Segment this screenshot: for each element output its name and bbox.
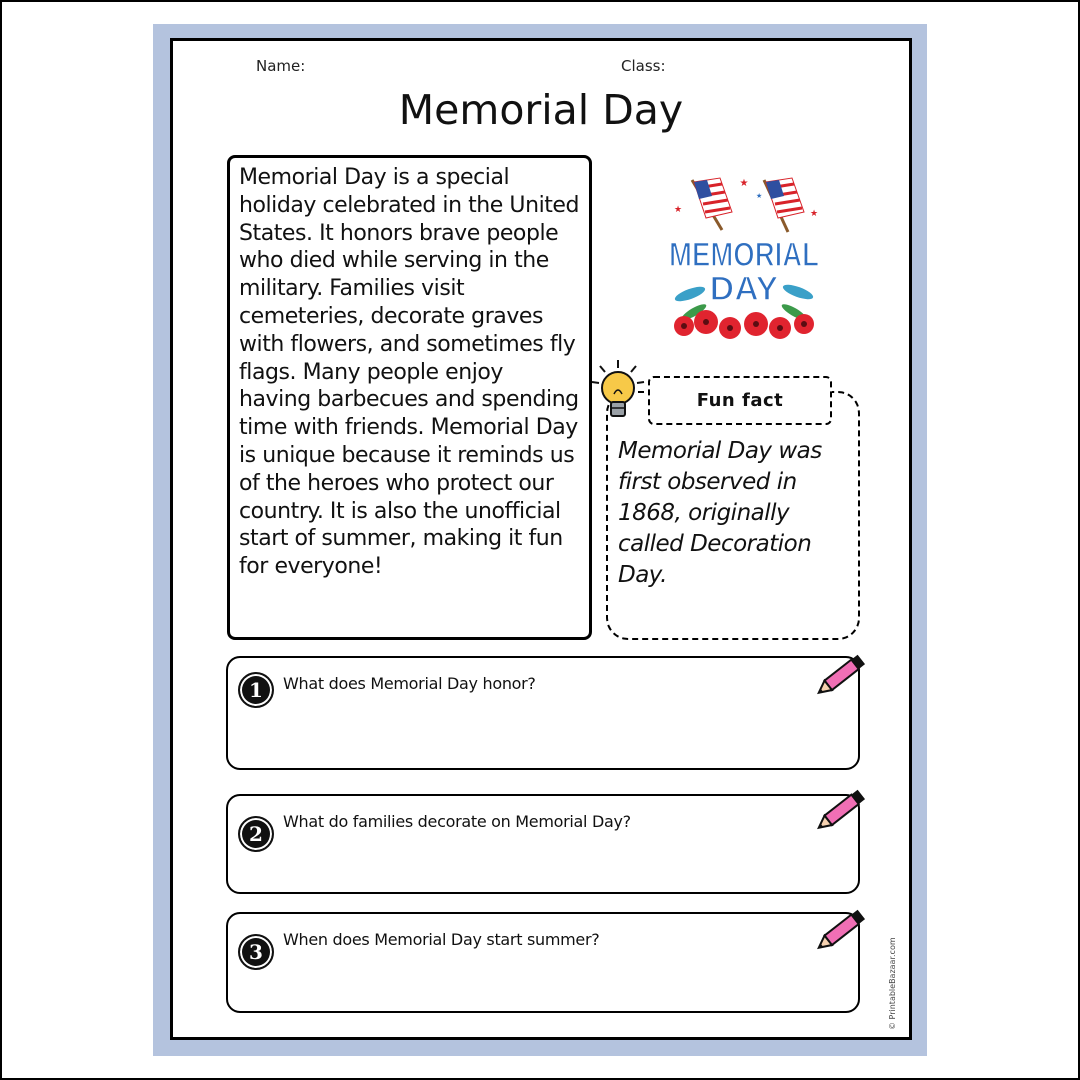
reading-passage: Memorial Day is a special holiday celebrated in the United States. It honors brave people who died while serving in the military. Families visit cemeteries, decorate graves with flowers, and sometimes fly flags. Many people enjoy having barbecues and spending time with friends. Memorial Day is unique because it reminds us of the heroes who protect our country. It is also the unofficial start of summer, making it fun for everyone! [239,165,580,580]
reading-passage-box [227,155,592,640]
svg-text:★: ★ [739,178,749,189]
pencil-icon [818,650,870,696]
question-text-1: What does Memorial Day honor? [283,674,536,693]
us-flag-left-icon [692,178,732,230]
badge-line2: DAY [709,270,779,308]
svg-text:★: ★ [674,205,683,215]
name-label: Name: [256,57,306,75]
badge-line1: MEMORIAL [669,236,819,274]
pencil-icon [818,785,870,831]
page-title: Memorial Day [398,86,684,134]
question-number-1: 1 [238,672,274,708]
svg-text:★: ★ [810,209,819,219]
question-number-3: 3 [238,934,274,970]
question-number-2: 2 [238,816,274,852]
copyright-text: © PrintableBazaar.com [888,937,897,1030]
us-flag-right-icon [764,178,804,232]
lightbulb-icon [590,358,646,424]
svg-text:★: ★ [756,192,763,200]
class-label: Class: [621,57,666,75]
question-text-3: When does Memorial Day start summer? [283,930,600,949]
fun-fact-label-box [648,376,832,425]
fun-fact-text: Memorial Day was first observed in 1868, originally called Decoration Day. [618,438,822,588]
answer-box-3[interactable] [226,912,860,1013]
memorial-day-badge-icon [664,172,824,344]
fun-fact-label: Fun fact [696,390,784,411]
question-text-2: What do families decorate on Memorial Day? [283,812,631,831]
answer-box-2[interactable] [226,794,860,894]
pencil-icon [818,905,870,951]
